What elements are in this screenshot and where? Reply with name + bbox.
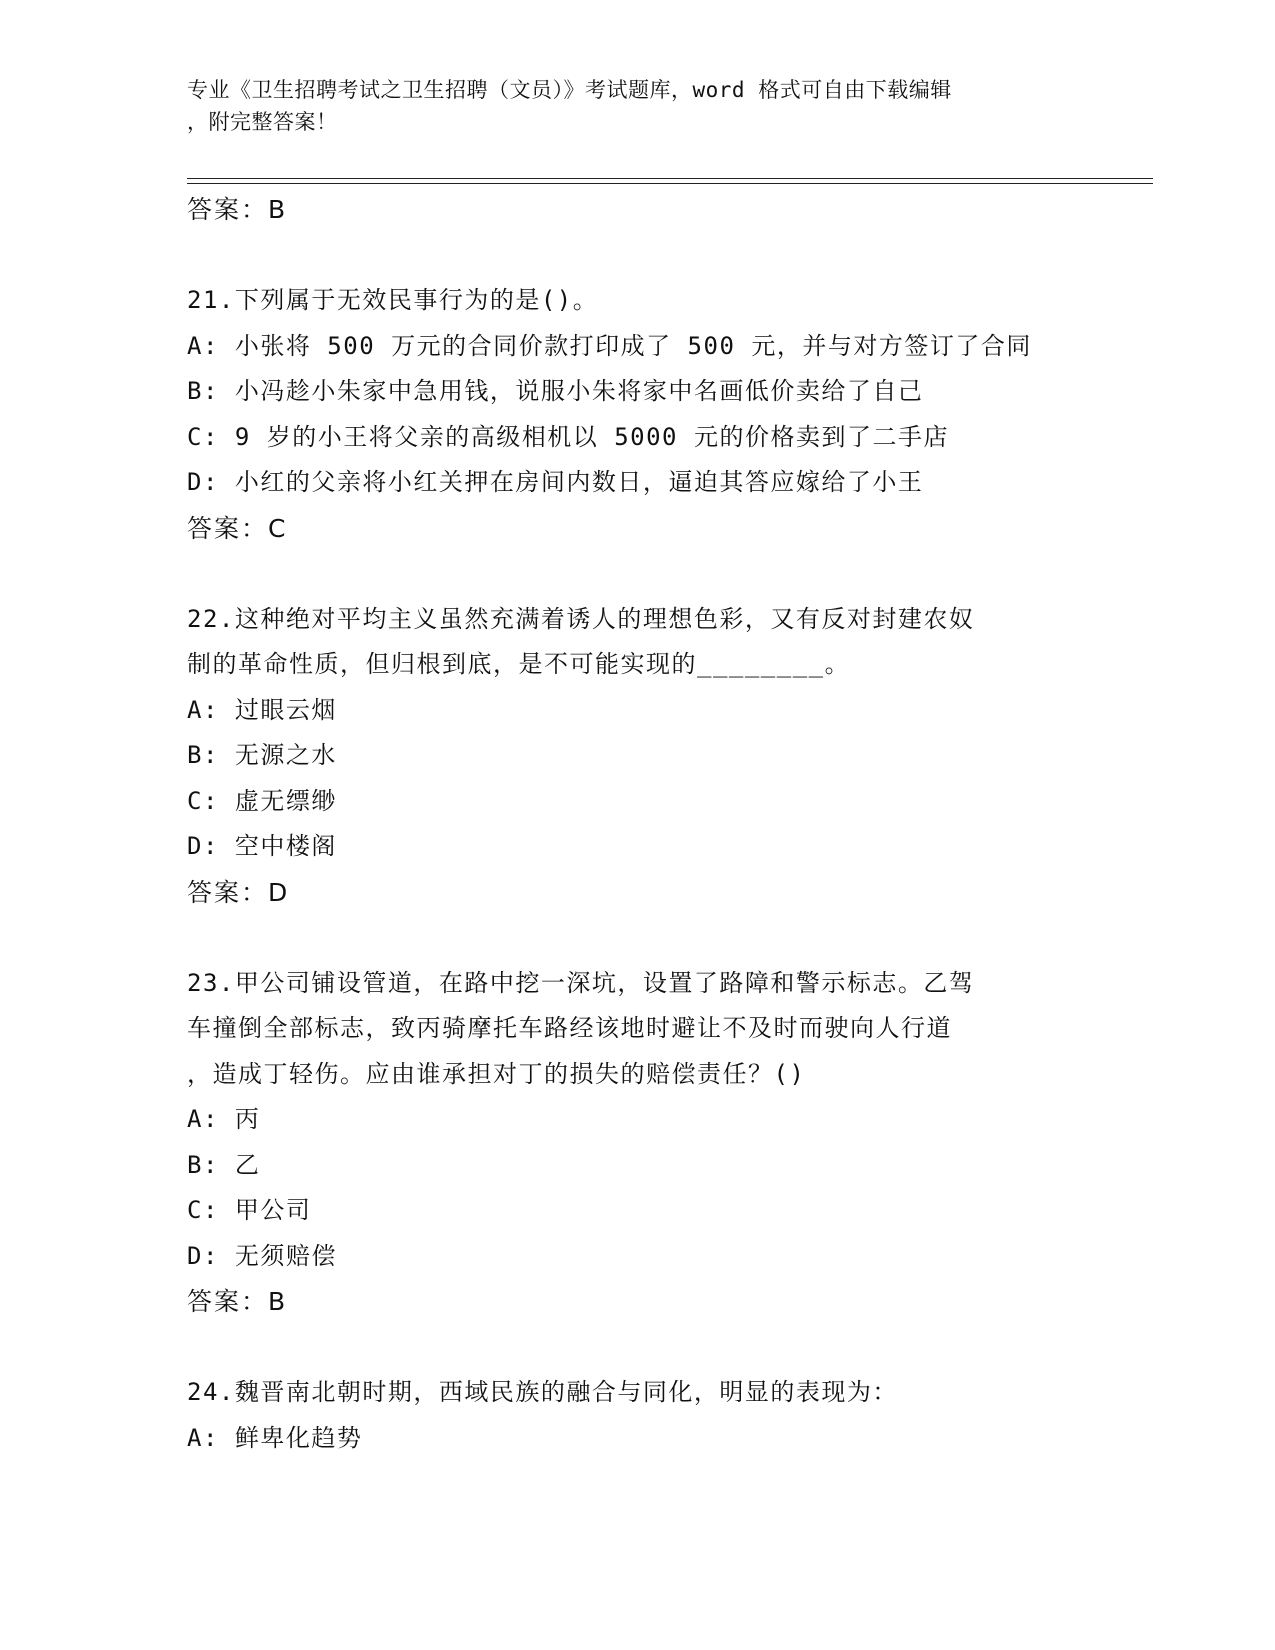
header-divider-bottom bbox=[187, 183, 1153, 184]
question-block bbox=[187, 1370, 1087, 1461]
spacer bbox=[187, 915, 1087, 961]
spacer bbox=[187, 551, 1087, 597]
option-b: B: 小冯趁小朱家中急用钱，说服小朱将家中名画低价卖给了自己 bbox=[187, 377, 924, 405]
answer-line: 答案：B bbox=[187, 1287, 288, 1316]
option-c: C: 9 岁的小王将父亲的高级相机以 5000 元的价格卖到了二手店 bbox=[187, 422, 949, 451]
header-line-1: 专业《卫生招聘考试之卫生招聘（文员）》考试题库，word 格式可自由下载编辑 bbox=[187, 78, 952, 102]
option-b: B: 无源之水 bbox=[187, 741, 337, 769]
question-block bbox=[187, 961, 1087, 1325]
question-text: 21.下列属于无效民事行为的是()。 bbox=[187, 286, 599, 314]
option-d: D: 空中楼阁 bbox=[187, 832, 337, 860]
option-c: C: 虚无缥缈 bbox=[187, 786, 337, 815]
question-text: 制的革命性质，但归根到底，是不可能实现的________。 bbox=[187, 650, 851, 678]
question-text: 24.魏晋南北朝时期，西域民族的融合与同化，明显的表现为： bbox=[187, 1378, 898, 1406]
option-b: B: 乙 bbox=[187, 1150, 261, 1179]
option-d: D: 小红的父亲将小红关押在房间内数日，逼迫其答应嫁给了小王 bbox=[187, 468, 924, 496]
header-line-2: ，附完整答案！ bbox=[187, 110, 338, 134]
option-c: C: 甲公司 bbox=[187, 1196, 312, 1224]
answer-line: 答案：D bbox=[187, 877, 290, 907]
option-a: A: 小张将 500 万元的合同价款打印成了 500 元，并与对方签订了合同 bbox=[187, 331, 1032, 360]
spacer bbox=[187, 233, 1087, 279]
answer-line: 答案：C bbox=[187, 513, 288, 543]
option-a: A: 鲜卑化趋势 bbox=[187, 1423, 363, 1452]
answer-line: 答案：B bbox=[187, 195, 288, 224]
option-a: A: 过眼云烟 bbox=[187, 695, 337, 724]
option-d: D: 无须赔偿 bbox=[187, 1241, 337, 1270]
question-text: 23.甲公司铺设管道，在路中挖一深坑，设置了路障和警示标志。乙驾 bbox=[187, 968, 975, 997]
document-header bbox=[187, 74, 1067, 138]
header-divider-top bbox=[187, 178, 1153, 179]
question-block bbox=[187, 597, 1087, 916]
question-text: ，造成丁轻伤。应由谁承担对丁的损失的赔偿责任？() bbox=[187, 1059, 806, 1088]
question-text: 车撞倒全部标志，致丙骑摩托车路经该地时避让不及时而驶向人行道 bbox=[187, 1014, 952, 1042]
option-a: A: 丙 bbox=[187, 1105, 261, 1133]
question-list bbox=[187, 187, 1087, 1461]
spacer bbox=[187, 1325, 1087, 1371]
question-block bbox=[187, 278, 1087, 551]
question-text: 22.这种绝对平均主义虽然充满着诱人的理想色彩，又有反对封建农奴 bbox=[187, 604, 975, 633]
